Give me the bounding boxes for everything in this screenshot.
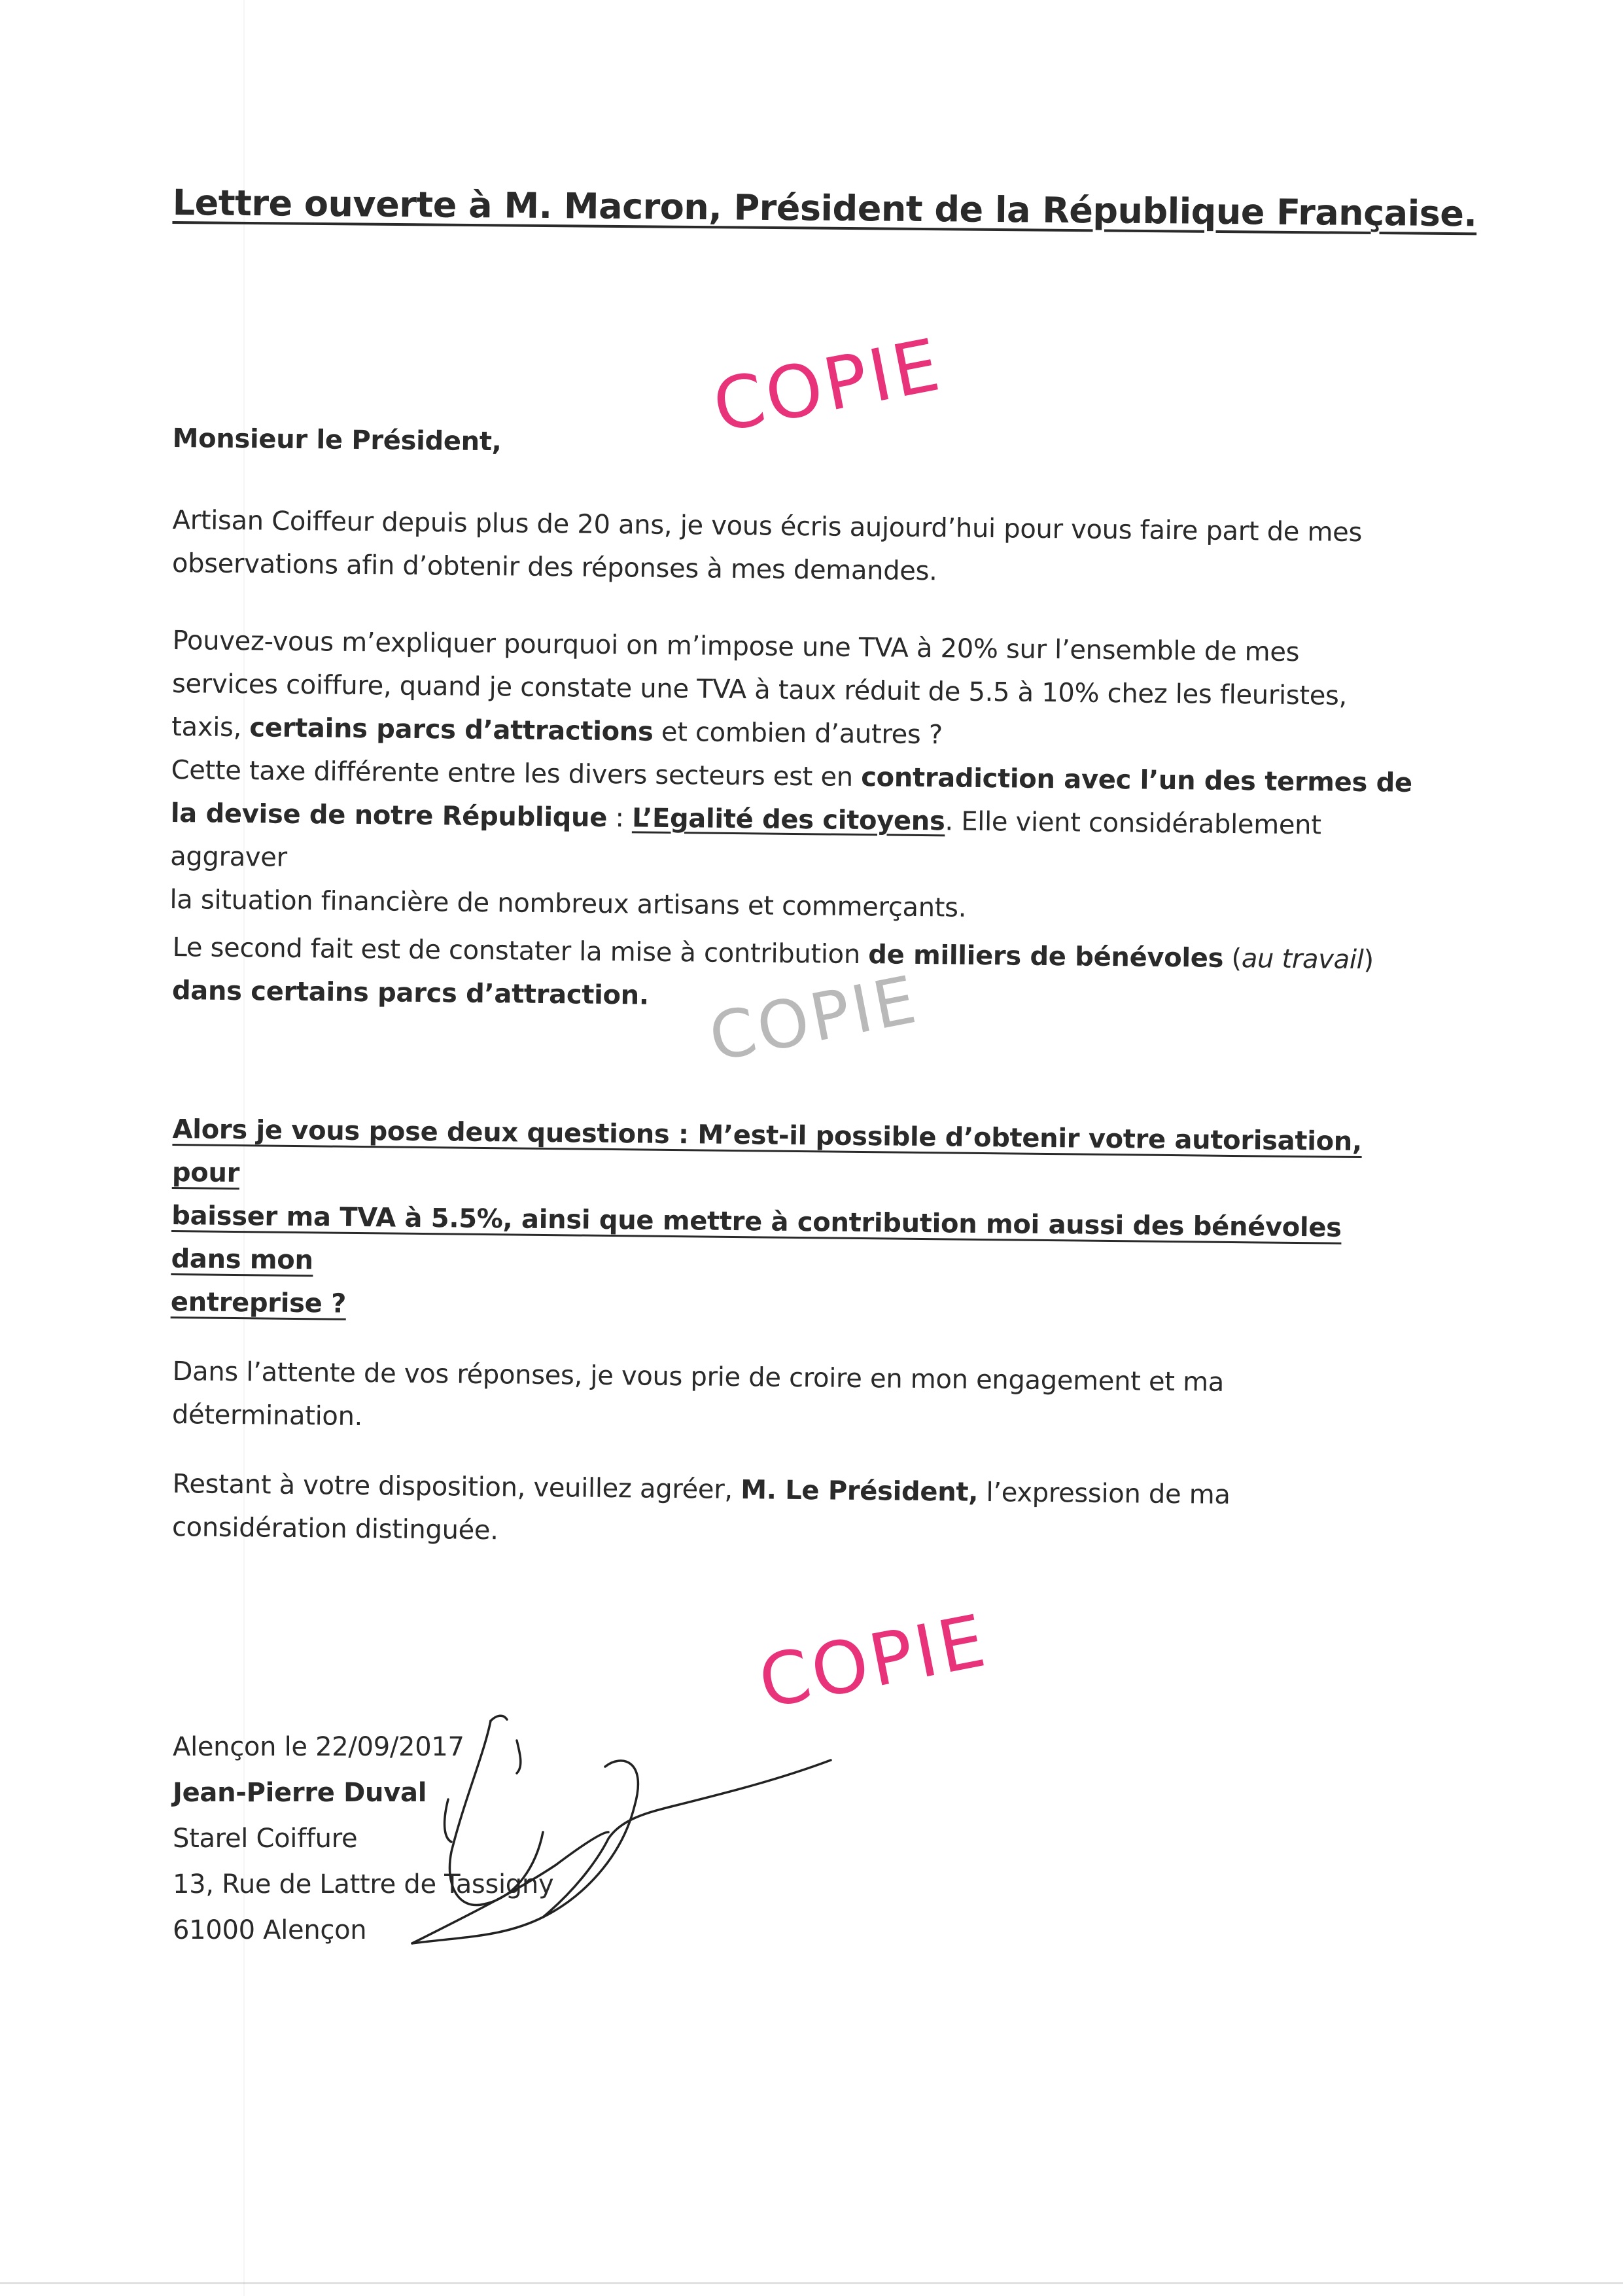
text-run: taxis,	[171, 711, 250, 743]
copie-stamp: COPIE	[707, 322, 949, 449]
paragraph-line: observations afin d’obtenir des réponses à mes demandes.	[171, 548, 937, 587]
paragraph-line: baisser ma TVA à 5.5%, ainsi que mettre à contribution moi aussi des bénévoles dans mon	[171, 1200, 1342, 1276]
scan-artifact-horizontal	[0, 2282, 1623, 2284]
question-paragraph	[171, 1108, 1416, 1337]
text-run: . Elle vient considérablement aggraver	[169, 806, 1321, 873]
street-address: 13, Rue de Lattre de Tassigny	[173, 1869, 554, 1899]
paragraph-intro	[172, 499, 1416, 598]
text-run: et combien d’autres ?	[653, 716, 943, 751]
paragraph-regards	[172, 1462, 1416, 1562]
text-run: )	[1363, 945, 1374, 976]
paragraph-closing	[172, 1350, 1416, 1449]
company-name: Starel Coiffure	[173, 1824, 358, 1854]
paragraph-vat	[169, 619, 1416, 934]
paragraph-line: détermination.	[171, 1399, 363, 1432]
bold-text: certains parcs d’attractions	[249, 713, 654, 747]
place-date: Alençon le 22/09/2017	[173, 1732, 464, 1762]
letter-title: Lettre ouverte à M. Macron, Président de la République Française.	[172, 182, 1477, 235]
bold-text: la devise de notre République	[170, 798, 608, 833]
bold-text: dans certains parcs d’attraction.	[171, 975, 649, 1011]
paragraph-line: entreprise ?	[170, 1286, 347, 1319]
bold-text: contradiction avec l’un des termes de	[861, 762, 1413, 798]
salutation-text: Monsieur le Président,	[172, 423, 502, 457]
city-address: 61000 Alençon	[173, 1915, 367, 1945]
text-run: Restant à votre disposition, veuillez agréer,	[172, 1468, 741, 1506]
bold-underlined-text: L’Egalité des citoyens	[631, 803, 945, 837]
copie-stamp-faded: COPIE	[703, 961, 924, 1076]
paragraph-line: considération distinguée.	[171, 1511, 498, 1546]
text-run: :	[606, 802, 633, 834]
text-run: (	[1223, 943, 1242, 974]
paragraph-line: Pouvez-vous m’expliquer pourquoi on m’impose une TVA à 20% sur l’ensemble de mes	[172, 625, 1300, 668]
bold-text: M. Le Président,	[740, 1475, 979, 1508]
paragraph-line: Alors je vous pose deux questions : M’est-il possible d’obtenir votre autorisation, pour	[171, 1114, 1363, 1189]
paragraph-line: Dans l’attente de vos réponses, je vous prie de croire en mon engagement et ma	[172, 1356, 1225, 1398]
paragraph-line: la situation financière de nombreux artisans et commerçants.	[169, 884, 967, 923]
copie-stamp: COPIE	[752, 1598, 994, 1725]
bold-text: Jean-Pierre Duval	[173, 1778, 427, 1808]
text-run: Le second fait est de constater la mise à contribution	[172, 932, 869, 970]
bold-text: de milliers de bénévoles	[868, 940, 1224, 974]
paragraph-line: services coiffure, quand je constate une TVA à taux réduit de 5.5 à 10% chez les fleuristes,	[171, 668, 1348, 711]
handwritten-signature	[386, 1701, 844, 1976]
text-run: l’expression de ma	[977, 1477, 1230, 1510]
paragraph-line: Artisan Coiffeur depuis plus de 20 ans, je vous écris aujourd’hui pour vous faire part de mes	[172, 504, 1363, 548]
paragraph-line	[170, 792, 1414, 891]
text-run: Cette taxe différente entre les divers secteurs est en	[171, 754, 862, 793]
italic-text: au travail	[1241, 944, 1364, 976]
